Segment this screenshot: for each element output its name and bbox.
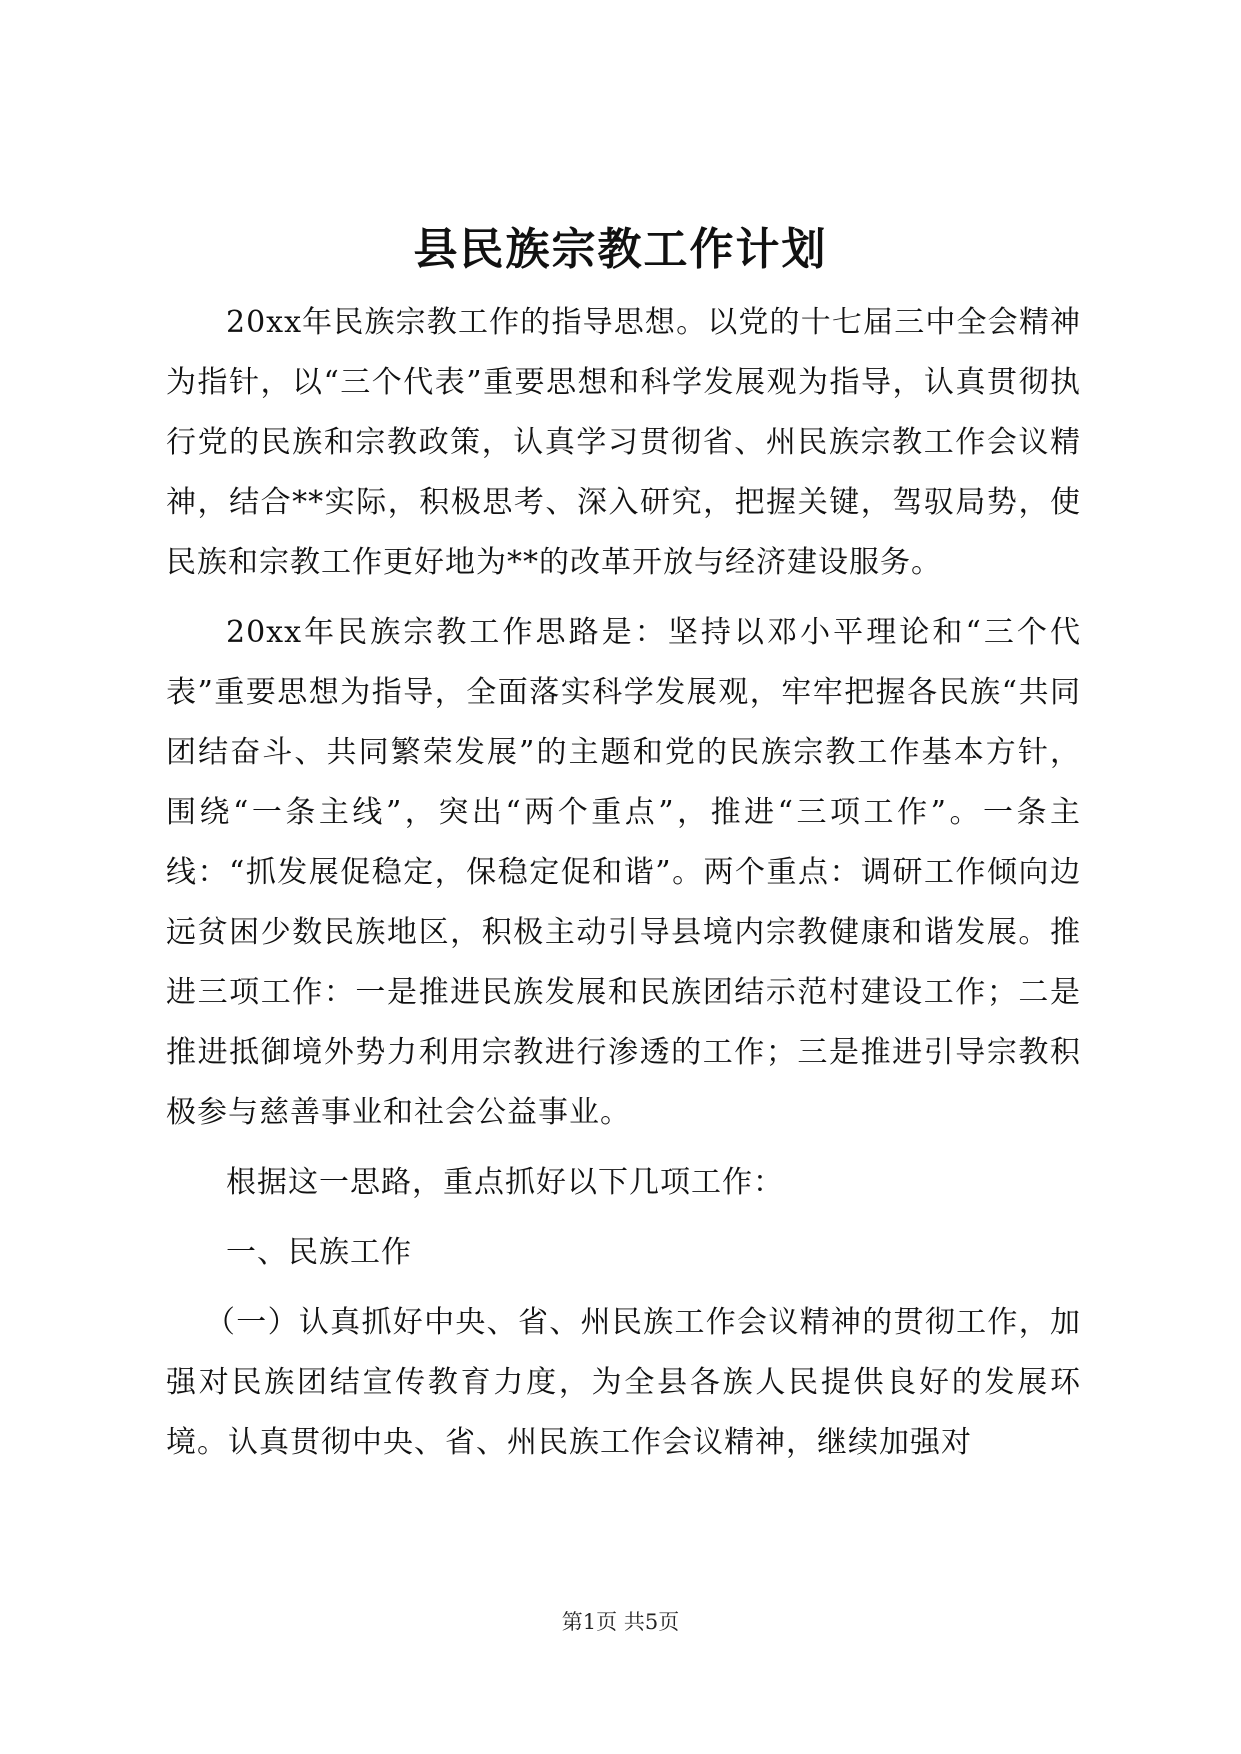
document-title: 县民族宗教工作计划 bbox=[413, 224, 828, 275]
section-heading-ethnic-work: 一、民族工作 bbox=[226, 1235, 412, 1270]
paragraph-guiding-thought: 20xx年民族宗教工作的指导思想。以党的十七届三中全会精神为指针，以“三个代表”重要思想和科学发展观为指导，认真贯彻执行党的民族和宗教政策，认真学习贯彻省、州民族宗教工作会议精神，结合**实际，积极思考、深入研究，把握关键，驾驭局势，使民族和宗教工作更好地为**的改革开放与经济建设服务。 bbox=[166, 305, 1081, 580]
document-body bbox=[166, 293, 1081, 1473]
page-number-footer: 第1页 共5页 bbox=[561, 1610, 680, 1634]
paragraph-item-one: （一）认真抓好中央、省、州民族工作会议精神的贯彻工作，加强对民族团结宣传教育力度，为全县各族人民提供良好的发展环境。认真贯彻中央、省、州民族工作会议精神，继续加强对 bbox=[166, 1305, 1081, 1460]
paragraph-key-tasks-intro: 根据这一思路，重点抓好以下几项工作： bbox=[226, 1165, 784, 1200]
paragraph-work-approach: 20xx年民族宗教工作思路是：坚持以邓小平理论和“三个代表”重要思想为指导，全面落实科学发展观，牢牢把握各民族“共同团结奋斗、共同繁荣发展”的主题和党的民族宗教工作基本方针，围绕“一条主线”，突出“两个重点”，推进“三项工作”。一条主线：“抓发展促稳定，保稳定促和谐”。两个重点：调研工作倾向边远贫困少数民族地区，积极主动引导县境内宗教健康和谐发展。推进三项工作：一是推进民族发展和民族团结示范村建设工作；二是推进抵御境外势力利用宗教进行渗透的工作；三是推进引导宗教积极参与慈善事业和社会公益事业。 bbox=[166, 615, 1081, 1130]
